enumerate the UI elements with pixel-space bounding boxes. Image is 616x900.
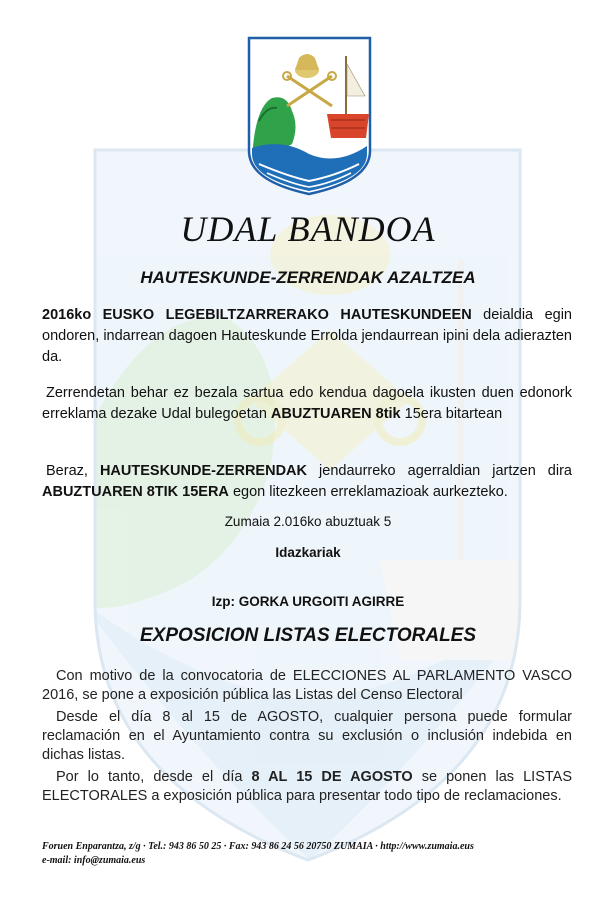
- eu-p3-text-3: egon litezkeen erreklamazioak aurkezteko.: [228, 484, 508, 500]
- es-p3-text-1: Por lo tanto, desde el día: [56, 769, 252, 785]
- footer: [42, 840, 582, 868]
- date-line: Zumaia 2.016ko abuztuak 5: [224, 514, 392, 529]
- secretary-label: Idazkariak: [275, 545, 341, 560]
- eu-paragraph-3: [42, 461, 572, 503]
- signature: Izp: GORKA URGOITI AGIRRE: [211, 594, 405, 609]
- es-p3-bold: 8 AL 15 DE AGOSTO: [251, 769, 413, 785]
- es-paragraph-3: [42, 768, 572, 806]
- es-p3-text-2: se ponen las LISTAS ELECTORALES a exposición pública para presentar todo tipo de reclamaciones.: [42, 769, 572, 804]
- eu-p3-bold-2: ABUZTUAREN 8TIK 15ERA: [42, 484, 229, 500]
- eu-p2-text-end: 15era bitartean: [400, 406, 503, 422]
- es-title: EXPOSICION LISTAS ELECTORALES: [139, 625, 477, 646]
- eu-p3-bold-1: HAUTESKUNDE-ZERRENDAK: [99, 463, 307, 479]
- page-title: UDAL BANDOA: [180, 209, 436, 249]
- eu-paragraph-2: [42, 383, 572, 425]
- footer-address: Foruen Enparantza, z/g · Tel.: 943 86 50 25 · Fax: 943 86 24 56 20750 ZUMAIA · http://www.zumaia.eus: [42, 841, 474, 852]
- eu-p2-bold: ABUZTUAREN 8tik: [270, 406, 401, 422]
- footer-email: e-mail: info@zumaia.eus: [42, 855, 146, 866]
- es-paragraph-1: Con motivo de la convocatoria de ELECCIONES AL PARLAMENTO VASCO 2016, se pone a exposición pública las Listas del Censo Electoral: [42, 668, 572, 703]
- zumaia-crest-logo: [247, 36, 372, 196]
- eu-p1-text: deialdia egin ondoren, indarrean dagoen Hauteskunde Errolda jendaurrean ipini dela adierazten da.: [42, 307, 572, 365]
- es-paragraph-2: Desde el día 8 al 15 de AGOSTO, cualquier persona puede formular reclamación en el Ayuntamiento contra su exclusión o inclusión indebida en dichas listas.: [42, 709, 572, 763]
- eu-paragraph-1: [42, 305, 572, 368]
- eu-p3-text-1: Beraz,: [46, 463, 100, 479]
- eu-p1-bold: 2016ko EUSKO LEGEBILTZARRERAKO HAUTESKUNDEEN: [42, 307, 472, 323]
- eu-p3-text-2: jendaurreko agerraldian jartzen dira: [306, 463, 572, 479]
- eu-p2-text: Zerrendetan behar ez bezala sartua edo kendua dagoela ikusten duen edonork erreklama dezake Udal bulegoetan: [42, 385, 572, 422]
- eu-subtitle: HAUTESKUNDE-ZERRENDAK AZALTZEA: [140, 268, 476, 287]
